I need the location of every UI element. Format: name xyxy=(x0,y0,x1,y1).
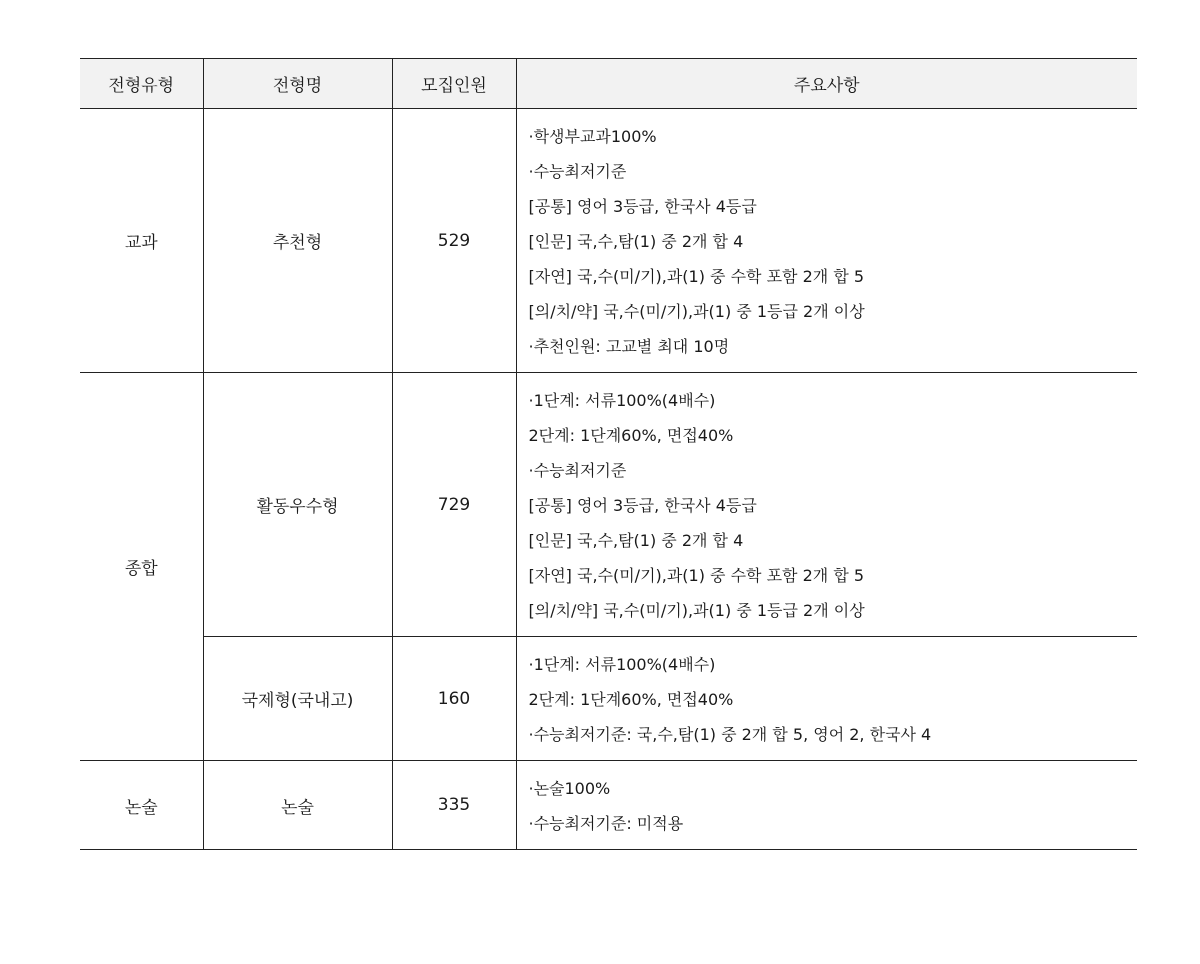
detail-line: [인문] 국,수,탐(1) 중 2개 합 4 xyxy=(528,232,744,251)
admission-type-cell: 종합 xyxy=(80,373,203,761)
detail-line: [의/치/약] 국,수(미/기),과(1) 중 1등급 2개 이상 xyxy=(528,302,865,321)
detail-line: [자연] 국,수(미/기),과(1) 중 수학 포함 2개 합 5 xyxy=(528,566,865,585)
key-details-cell xyxy=(516,761,1137,850)
detail-line: [자연] 국,수(미/기),과(1) 중 수학 포함 2개 합 5 xyxy=(528,267,865,286)
recruit-count-cell: 729 xyxy=(392,373,516,637)
header-row xyxy=(80,59,1137,109)
detail-line: [공통] 영어 3등급, 한국사 4등급 xyxy=(528,496,757,515)
detail-line: 2단계: 1단계60%, 면접40% xyxy=(528,690,734,709)
table-row xyxy=(80,109,1137,373)
detail-line: [공통] 영어 3등급, 한국사 4등급 xyxy=(528,197,757,216)
detail-line: [인문] 국,수,탐(1) 중 2개 합 4 xyxy=(528,531,744,550)
header-admission-type: 전형유형 xyxy=(80,59,203,109)
detail-line: ·1단계: 서류100%(4배수) xyxy=(528,391,716,410)
admission-name-cell: 활동우수형 xyxy=(203,373,392,637)
key-details-cell xyxy=(516,637,1137,761)
key-details-cell xyxy=(516,373,1137,637)
detail-line: ·수능최저기준 xyxy=(528,461,627,480)
detail-line: ·수능최저기준: 국,수,탐(1) 중 2개 합 5, 영어 2, 한국사 4 xyxy=(528,725,932,744)
table-row xyxy=(80,637,1137,761)
header-recruit-count: 모집인원 xyxy=(392,59,516,109)
admission-name-cell: 국제형(국내고) xyxy=(203,637,392,761)
detail-line: ·학생부교과100% xyxy=(528,127,657,146)
detail-line: [의/치/약] 국,수(미/기),과(1) 중 1등급 2개 이상 xyxy=(528,601,865,620)
detail-line: ·수능최저기준 xyxy=(528,162,627,181)
table-row xyxy=(80,373,1137,637)
table-row xyxy=(80,761,1137,850)
admission-name-cell: 논술 xyxy=(203,761,392,850)
detail-line: ·1단계: 서류100%(4배수) xyxy=(528,655,716,674)
recruit-count-cell: 160 xyxy=(392,637,516,761)
admission-type-cell: 논술 xyxy=(80,761,203,850)
recruit-count-cell: 335 xyxy=(392,761,516,850)
admission-table xyxy=(80,58,1137,850)
detail-line: ·논술100% xyxy=(528,779,611,798)
admission-type-cell: 교과 xyxy=(80,109,203,373)
detail-line: ·수능최저기준: 미적용 xyxy=(528,814,684,833)
header-key-details: 주요사항 xyxy=(516,59,1137,109)
key-details-cell xyxy=(516,109,1137,373)
recruit-count-cell: 529 xyxy=(392,109,516,373)
admission-name-cell: 추천형 xyxy=(203,109,392,373)
header-admission-name: 전형명 xyxy=(203,59,392,109)
detail-line: ·추천인원: 고교별 최대 10명 xyxy=(528,337,730,356)
detail-line: 2단계: 1단계60%, 면접40% xyxy=(528,426,734,445)
